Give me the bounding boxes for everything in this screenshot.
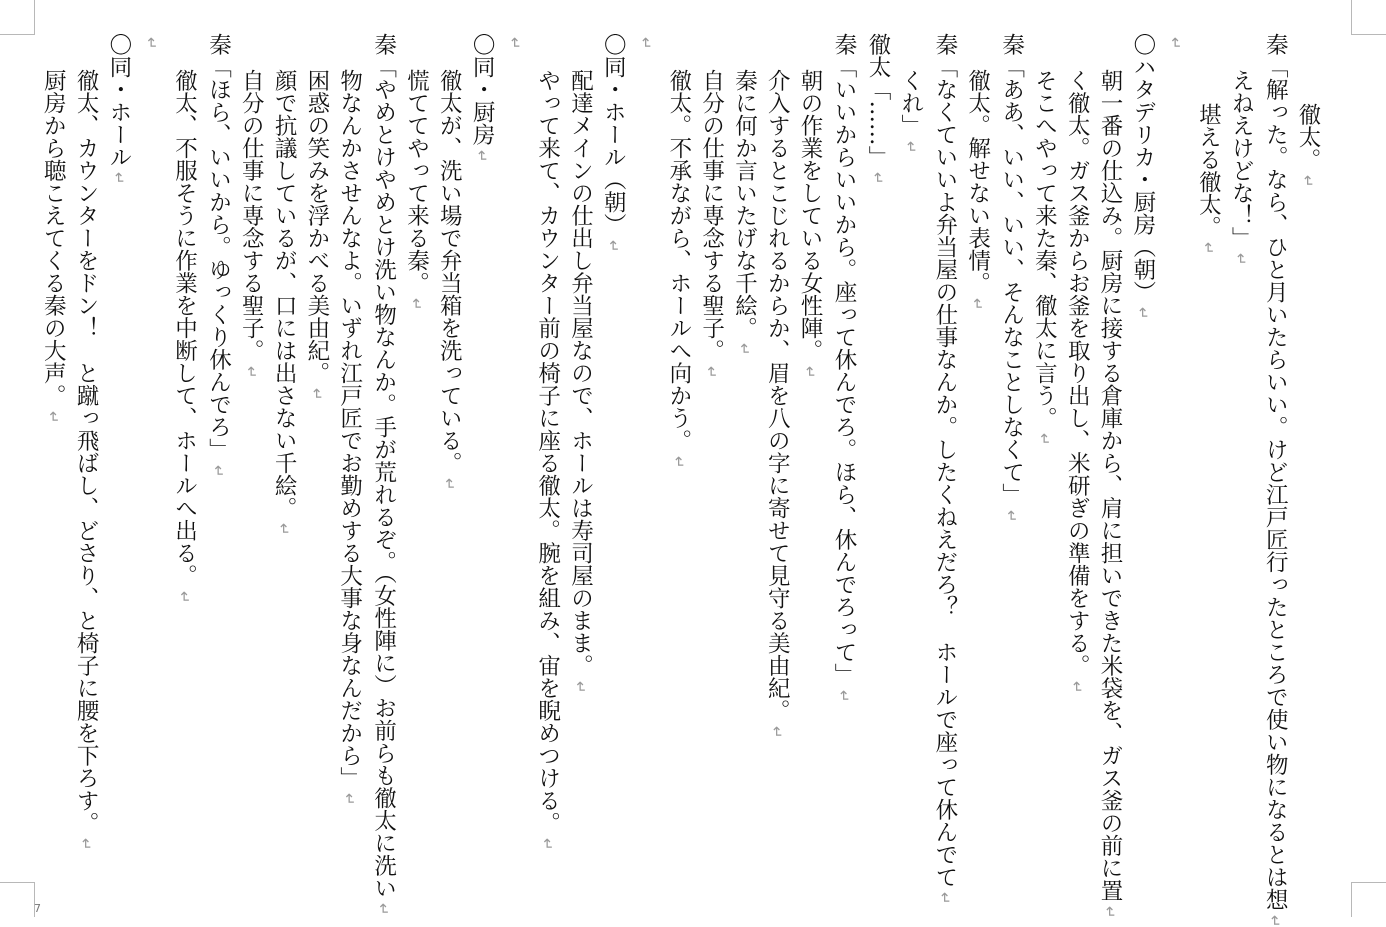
script-line — [1159, 33, 1192, 883]
line-text: 「ああ、いい、いい、そんなことしなくて」 — [999, 56, 1025, 506]
script-line — [596, 33, 629, 883]
line-text: 朝の作業をしている女性陣。 — [797, 69, 823, 362]
script-line — [267, 33, 300, 883]
script-line — [234, 33, 267, 883]
return-mark-icon: ↵ — [242, 366, 260, 379]
return-mark-icon: ↵ — [801, 366, 819, 379]
speaker-name: 秦 — [366, 33, 400, 56]
script-line — [432, 33, 465, 883]
script-line — [465, 33, 498, 883]
line-text: 「なくていいよ弁当屋の仕事なんか。したくねえだろ？ ホールで座って休んでて — [932, 56, 958, 889]
return-mark-icon: ↵ — [77, 838, 95, 851]
return-mark-icon: ↵ — [735, 343, 753, 356]
return-mark-icon: ↵ — [506, 37, 524, 50]
script-line — [400, 33, 433, 883]
return-mark-icon: ↵ — [571, 681, 589, 694]
return-mark-icon: ↵ — [604, 240, 622, 253]
line-text: やって来て、カウンター前の椅子に座る徹太。腕を組み、宙を睨めつける。 — [535, 69, 561, 834]
script-line — [1093, 33, 1126, 883]
line-text: そこへやって来た秦、徹太に言う。 — [1031, 69, 1057, 429]
page-number: 7 — [34, 902, 41, 915]
return-mark-icon: ↵ — [969, 298, 987, 311]
line-text: 徹太。不承ながら、ホールへ向かう。 — [666, 69, 692, 452]
line-text: 自分の仕事に専念する聖子。 — [699, 69, 725, 362]
script-line — [498, 33, 531, 883]
line-text: 「いいからいいから。座って休んでろ。ほら、休んでろって」 — [831, 56, 857, 686]
return-mark-icon: ↵ — [1101, 906, 1119, 919]
script-line — [1192, 33, 1225, 883]
return-mark-icon: ↵ — [869, 172, 887, 185]
script-line — [1028, 33, 1061, 883]
line-text: 困惑の笑みを浮かべる美由紀。 — [304, 69, 330, 384]
line-text: 堪える徹太。 — [1195, 103, 1221, 238]
line-text: 慌ててやって来る秦。 — [403, 69, 429, 294]
crop-mark-top-right — [1351, 0, 1386, 35]
return-mark-icon: ↵ — [1199, 242, 1217, 255]
line-text: 自分の仕事に専念する聖子。 — [238, 69, 264, 362]
script-line — [662, 33, 695, 883]
script-line — [200, 33, 234, 883]
return-mark-icon: ↵ — [209, 465, 227, 478]
script-line — [994, 33, 1028, 883]
speaker-name: 秦 — [1257, 33, 1291, 56]
return-mark-icon: ↵ — [1232, 253, 1250, 266]
return-mark-icon: ↵ — [1035, 433, 1053, 446]
script-line — [69, 33, 102, 883]
return-mark-icon: ↵ — [1299, 175, 1317, 188]
script-line — [760, 33, 793, 883]
script-line — [826, 33, 860, 883]
speaker-name: 秦 — [994, 33, 1028, 56]
script-line — [927, 33, 961, 883]
line-text: 徹太。解せない表情。 — [965, 69, 991, 294]
return-mark-icon: ↵ — [1167, 37, 1185, 50]
script-line — [333, 33, 366, 883]
line-text: くれ」 — [898, 69, 924, 137]
return-mark-icon: ↵ — [1068, 681, 1086, 694]
script-line — [531, 33, 564, 883]
script-line — [629, 33, 662, 883]
line-text: 〇同・ホール — [106, 33, 132, 168]
script-line — [564, 33, 597, 883]
line-text: 顔で抗議しているが、口には出さない千絵。 — [271, 69, 297, 519]
speaker-name: 秦 — [826, 33, 860, 56]
script-line — [102, 33, 135, 883]
crop-mark-bottom-right — [1351, 882, 1386, 917]
line-text: 「……」 — [865, 78, 891, 168]
line-text: 介入するとこじれるからか、眉を八の字に寄せて見守る美由紀。 — [764, 69, 790, 722]
return-mark-icon: ↵ — [308, 388, 326, 401]
script-line — [860, 33, 894, 883]
return-mark-icon: ↵ — [768, 726, 786, 739]
crop-mark-top-left — [0, 0, 35, 35]
script-line — [300, 33, 333, 883]
speaker-name: 徹太 — [860, 33, 894, 78]
line-text: 物なんかさせんなよ。いずれ江戸匠でお勤めする大事な身なんだから」 — [337, 69, 363, 789]
line-text: 徹太、不服そうに作業を中断して、ホールへ出る。 — [171, 69, 197, 587]
script-line — [366, 33, 400, 883]
script-line — [1126, 33, 1159, 883]
script-line — [728, 33, 761, 883]
line-text: 「ほら、いいから。ゆっくり休んでろ」 — [205, 56, 231, 461]
return-mark-icon: ↵ — [275, 523, 293, 536]
return-mark-icon: ↵ — [175, 591, 193, 604]
return-mark-icon: ↵ — [407, 298, 425, 311]
return-mark-icon: ↵ — [375, 903, 393, 916]
line-text: 〇ハタデリカ・厨房（朝） — [1130, 33, 1156, 303]
crop-mark-bottom-left — [0, 882, 35, 917]
script-line — [961, 33, 994, 883]
script-line — [1060, 33, 1093, 883]
speaker-name: 秦 — [927, 33, 961, 56]
script-line — [168, 33, 201, 883]
return-mark-icon: ↵ — [1003, 510, 1021, 523]
line-text: 〇同・ホール（朝） — [600, 33, 626, 236]
return-mark-icon: ↵ — [143, 37, 161, 50]
return-mark-icon: ↵ — [341, 793, 359, 806]
vertical-script-text[interactable] — [62, 33, 1324, 883]
line-text: 「やめとけやめとけ洗い物なんか。手が荒れるぞ。（女性陣に）お前らも徹太に洗い — [371, 56, 397, 900]
script-line — [695, 33, 728, 883]
return-mark-icon: ↵ — [539, 838, 557, 851]
return-mark-icon: ↵ — [440, 478, 458, 491]
return-mark-icon: ↵ — [637, 37, 655, 50]
line-text: 朝一番の仕込み。厨房に接する倉庫から、肩に担いできた米袋を、ガス釜の前に置 — [1097, 69, 1123, 902]
script-line — [37, 33, 70, 883]
line-text: えねえけどな！」 — [1228, 69, 1254, 249]
return-mark-icon: ↵ — [1134, 307, 1152, 320]
return-mark-icon: ↵ — [1266, 915, 1284, 927]
script-line — [1257, 33, 1291, 883]
script-line — [1291, 33, 1324, 883]
return-mark-icon: ↵ — [936, 892, 954, 905]
line-text: 厨房から聴こえてくる秦の大声。 — [40, 69, 66, 407]
return-mark-icon: ↵ — [902, 141, 920, 154]
script-line — [135, 33, 168, 883]
line-text: 配達メインの仕出し弁当屋なので、ホールは寿司屋のまま。 — [567, 69, 593, 677]
line-text: 徹太、カウンターをドン！ と蹴っ飛ばし、どさり、と椅子に腰を下ろす。 — [73, 69, 99, 834]
return-mark-icon: ↵ — [44, 411, 62, 424]
script-line — [1224, 33, 1257, 883]
return-mark-icon: ↵ — [670, 456, 688, 469]
script-line — [894, 33, 927, 883]
line-text: く徹太。ガス釜からお釜を取り出し、米研ぎの準備をする。 — [1064, 69, 1090, 677]
return-mark-icon: ↵ — [835, 690, 853, 703]
return-mark-icon: ↵ — [110, 172, 128, 185]
line-text: 「解った。なら、ひと月いたらいい。けど江戸匠行ったところで使い物になるとは想 — [1262, 56, 1288, 911]
line-text: 秦に何か言いたげな千絵。 — [731, 69, 757, 339]
line-text: 〇同・厨房 — [469, 33, 495, 146]
line-text: 徹太が、洗い場で弁当箱を洗っている。 — [436, 69, 462, 474]
speaker-name: 秦 — [200, 33, 234, 56]
return-mark-icon: ↵ — [473, 150, 491, 163]
line-text: 徹太。 — [1295, 103, 1321, 171]
return-mark-icon: ↵ — [703, 366, 721, 379]
script-line — [793, 33, 826, 883]
